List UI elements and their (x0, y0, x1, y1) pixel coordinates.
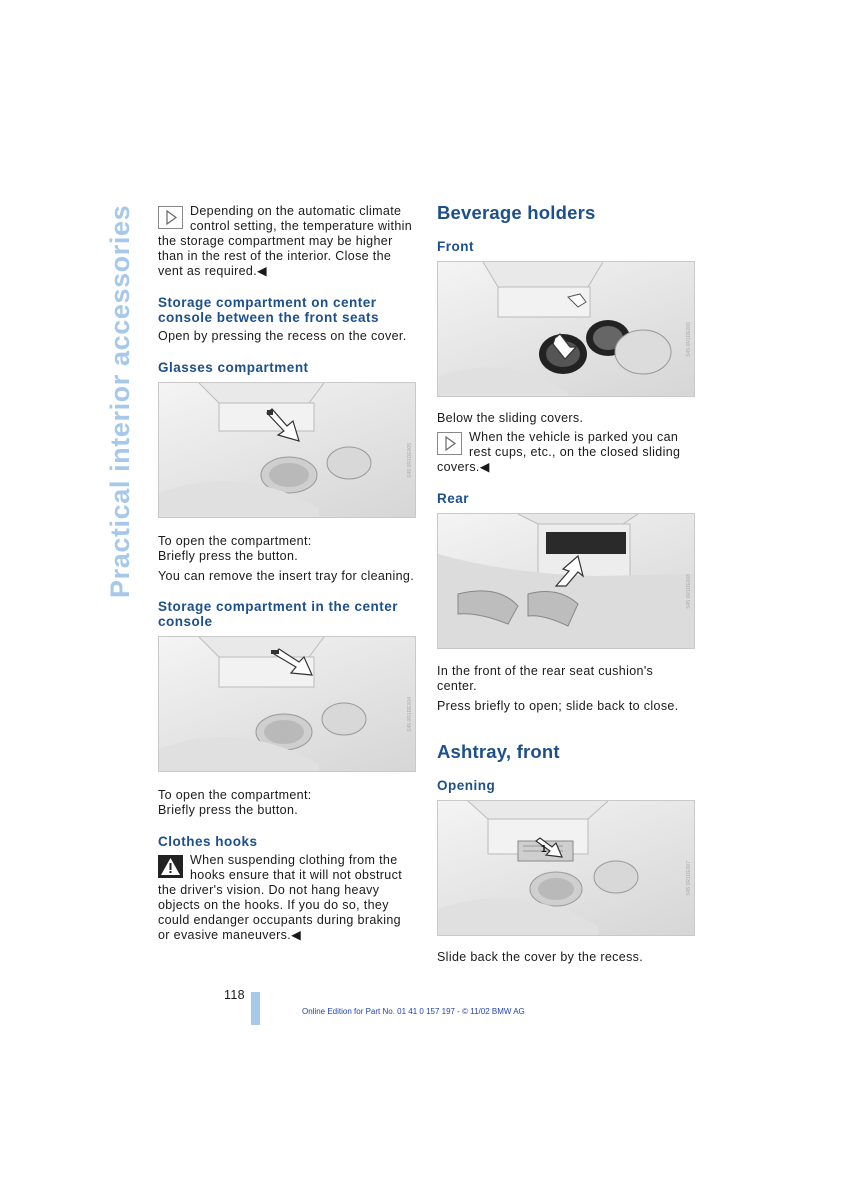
rear-text-2: Press briefly to open; slide back to close. (437, 699, 679, 713)
glasses-text-2: Briefly press the button. (158, 549, 299, 563)
front-figure-code: S45 0R1DE006 (686, 322, 692, 357)
right-column (437, 200, 695, 965)
ashtray-figure (437, 800, 695, 936)
glasses-text-3: You can remove the insert tray for cleaning. (158, 569, 415, 583)
footer-text: Online Edition for Part No. 01 41 0 157 197 - © 11/02 BMW AG (302, 1007, 525, 1016)
note-play-icon (437, 432, 462, 455)
glasses-text-1: To open the compartment: (158, 534, 312, 548)
climate-note-text: Depending on the automatic climate control setting, the temperature within the storage compartment may be higher than in the rest of the interior. Close the vent as required.◀ (158, 204, 413, 278)
storage-front-heading: Storage compartment on center console between the front seats (158, 295, 380, 325)
ashtray-figure-code: S45 0R1DE007 (686, 861, 692, 896)
opening-heading: Opening (437, 778, 496, 793)
beverage-holders-heading: Beverage holders (437, 202, 596, 223)
clothes-hooks-heading: Clothes hooks (158, 834, 258, 849)
warning-icon (158, 855, 183, 878)
page-marker-bar (251, 992, 260, 1025)
storage-center-text-1: To open the compartment: (158, 788, 312, 802)
climate-note (158, 204, 416, 279)
storage-center-text-2: Briefly press the button. (158, 803, 299, 817)
glasses-figure (158, 382, 416, 518)
storage-figure-code: S45 0R1DE004 (407, 697, 413, 732)
glasses-heading: Glasses compartment (158, 360, 309, 375)
clothes-warning-text: When suspending clothing from the hooks ensure that it will not obstruct the driver's vision. Do not hang heavy objects on the hooks. If you do so, they could endanger occupants during braking or evasive maneuvers.◀ (158, 853, 403, 942)
side-section-title: Practical interior accessories (105, 204, 135, 598)
storage-center-heading: Storage compartment in the center console (158, 599, 399, 629)
rear-text-1: In the front of the rear seat cushion's center. (437, 664, 654, 693)
left-column (158, 204, 416, 943)
rear-heading: Rear (437, 491, 470, 506)
storage-center-figure (158, 636, 416, 772)
storage-front-text: Open by pressing the recess on the cover. (158, 329, 407, 343)
front-heading: Front (437, 239, 474, 254)
front-text: Below the sliding covers. (437, 411, 584, 425)
ashtray-text: Slide back the cover by the recess. (437, 950, 644, 964)
front-note (437, 430, 695, 475)
ashtray-callout-1: 1 (541, 844, 547, 855)
glasses-figure-code: S45 0R1DE005 (407, 443, 413, 478)
clothes-warning-note (158, 853, 416, 943)
rear-figure (437, 513, 695, 649)
front-figure (437, 261, 695, 397)
front-note-text: When the vehicle is parked you can rest cups, etc., on the closed sliding covers.◀ (437, 430, 681, 474)
note-play-icon (158, 206, 183, 229)
rear-figure-code: S45 0R1DE008 (686, 574, 692, 609)
ashtray-heading: Ashtray, front (437, 741, 560, 762)
page-number: 118 (224, 988, 245, 1002)
